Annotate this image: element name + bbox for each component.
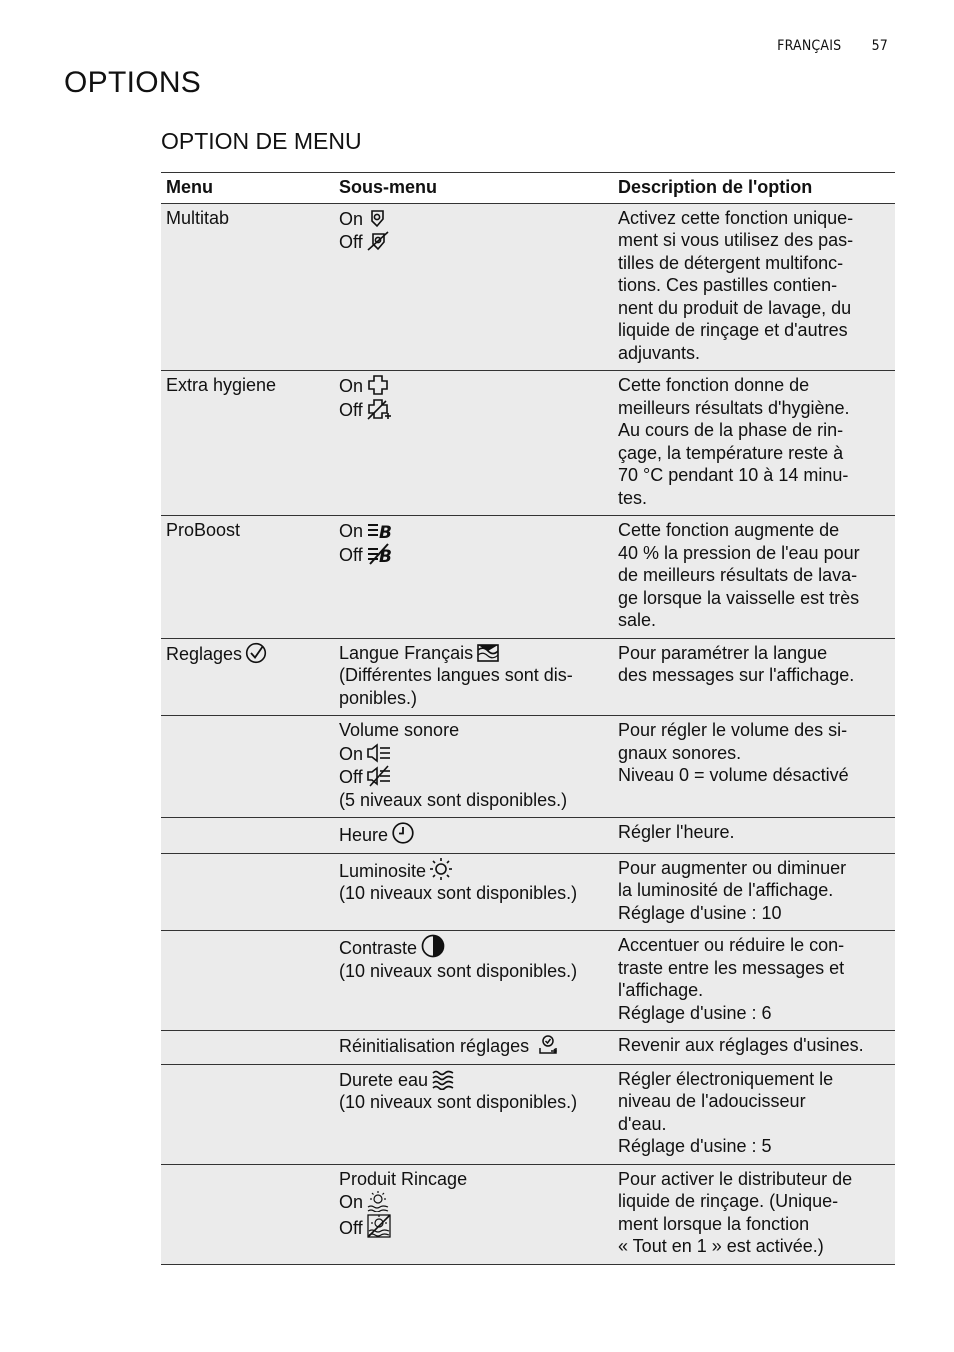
description-cell: Régler électroniquement le niveau de l'adoucisseur d'eau. Réglage d'usine : 5 — [613, 1064, 895, 1164]
header-language: FRANÇAIS — [777, 38, 842, 54]
menu-cell — [161, 931, 334, 1031]
description-cell: Pour régler le volume des si- gnaux sonores. Niveau 0 = volume désactivé — [613, 716, 895, 818]
menu-cell: Reglages — [161, 638, 334, 716]
menu-cell — [161, 716, 334, 818]
flag-icon — [476, 643, 500, 663]
table-header-row — [161, 173, 895, 204]
contrast-icon — [420, 934, 446, 958]
description-cell: Accentuer ou réduire le con- traste entre les messages et l'affichage. Réglage d'usine : 6 — [613, 931, 895, 1031]
cross-off-icon — [366, 398, 392, 420]
description-cell: Cette fonction augmente de 40 % la pression de l'eau pour de meilleurs résultats de lava- ge lorsque la vaisselle est très sale. — [613, 516, 895, 639]
section-title: OPTIONS — [64, 66, 202, 99]
submenu-cell: Réinitialisation réglages — [334, 1031, 613, 1065]
col-header-submenu: Sous-menu — [334, 173, 613, 204]
description-cell: Pour activer le distributeur de liquide de rinçage. (Unique- ment lorsque la fonction « Tout en 1 » est activée.) — [613, 1164, 895, 1264]
tablet-icon — [366, 207, 388, 229]
submenu-cell: Durete eau (10 niveaux sont disponibles.) — [334, 1064, 613, 1164]
tablet-off-icon — [366, 230, 390, 252]
description-cell: Cette fonction donne de meilleurs résultats d'hygiène. Au cours de la phase de rin- çage, la température reste à 70 °C pendant 10 à 14 minu- tes. — [613, 371, 895, 516]
proboost-icon — [366, 519, 394, 541]
speaker-off-icon — [366, 765, 392, 787]
table-row — [161, 1064, 895, 1164]
menu-cell — [161, 1164, 334, 1264]
description-cell: Activez cette fonction unique- ment si vous utilisez des pas- tilles de détergent multifonc- tions. Ces pastilles contien- nent du produit de lavage, du liquide de rinçage et d'autres adjuvants. — [613, 203, 895, 371]
menu-cell — [161, 818, 334, 854]
rinse-aid-icon — [366, 1190, 390, 1212]
table-row — [161, 931, 895, 1031]
submenu-cell: On Off — [334, 371, 613, 516]
menu-cell — [161, 853, 334, 931]
submenu-cell: Volume sonore On Off (5 niveaux sont disponibles.) — [334, 716, 613, 818]
options-table — [161, 172, 895, 1265]
menu-cell — [161, 1031, 334, 1065]
checkmark-circle-icon — [245, 642, 267, 664]
submenu-cell: On B Off B — [334, 516, 613, 639]
table-row — [161, 1164, 895, 1264]
menu-cell — [161, 1064, 334, 1164]
description-cell: Revenir aux réglages d'usines. — [613, 1031, 895, 1065]
table-row — [161, 371, 895, 516]
menu-cell: Extra hygiene — [161, 371, 334, 516]
submenu-cell: Contraste (10 niveaux sont disponibles.) — [334, 931, 613, 1031]
col-header-description: Description de l'option — [613, 173, 895, 204]
col-header-menu: Menu — [161, 173, 334, 204]
table-row — [161, 203, 895, 371]
submenu-cell: Luminosite (10 niveaux sont disponibles.) — [334, 853, 613, 931]
description-cell: Régler l'heure. — [613, 818, 895, 854]
proboost-off-icon — [366, 543, 394, 565]
table-row — [161, 853, 895, 931]
reset-icon — [537, 1034, 559, 1056]
submenu-cell: Heure — [334, 818, 613, 854]
water-hardness-icon — [431, 1068, 455, 1090]
page-header — [777, 38, 888, 54]
description-cell: Pour paramétrer la langue des messages sur l'affichage. — [613, 638, 895, 716]
submenu-cell: Langue Français (Différentes langues sont dis- ponibles.) — [334, 638, 613, 716]
submenu-cell: Produit Rincage On Off — [334, 1164, 613, 1264]
rinse-aid-off-icon — [366, 1214, 392, 1238]
table-row — [161, 818, 895, 854]
speaker-icon — [366, 742, 392, 764]
description-cell: Pour augmenter ou diminuer la luminosité de l'affichage. Réglage d'usine : 10 — [613, 853, 895, 931]
table-row — [161, 1031, 895, 1065]
cross-icon — [366, 374, 390, 396]
page-number: 57 — [871, 38, 888, 54]
submenu-cell: On Off — [334, 203, 613, 371]
table-row — [161, 716, 895, 818]
table-row — [161, 638, 895, 716]
menu-cell: ProBoost — [161, 516, 334, 639]
sun-icon — [429, 857, 453, 881]
menu-cell: Multitab — [161, 203, 334, 371]
svg-text:B: B — [379, 523, 392, 541]
sub-title: OPTION DE MENU — [161, 128, 362, 154]
clock-icon — [391, 821, 415, 845]
svg-text:B: B — [378, 546, 392, 565]
table-row — [161, 516, 895, 639]
